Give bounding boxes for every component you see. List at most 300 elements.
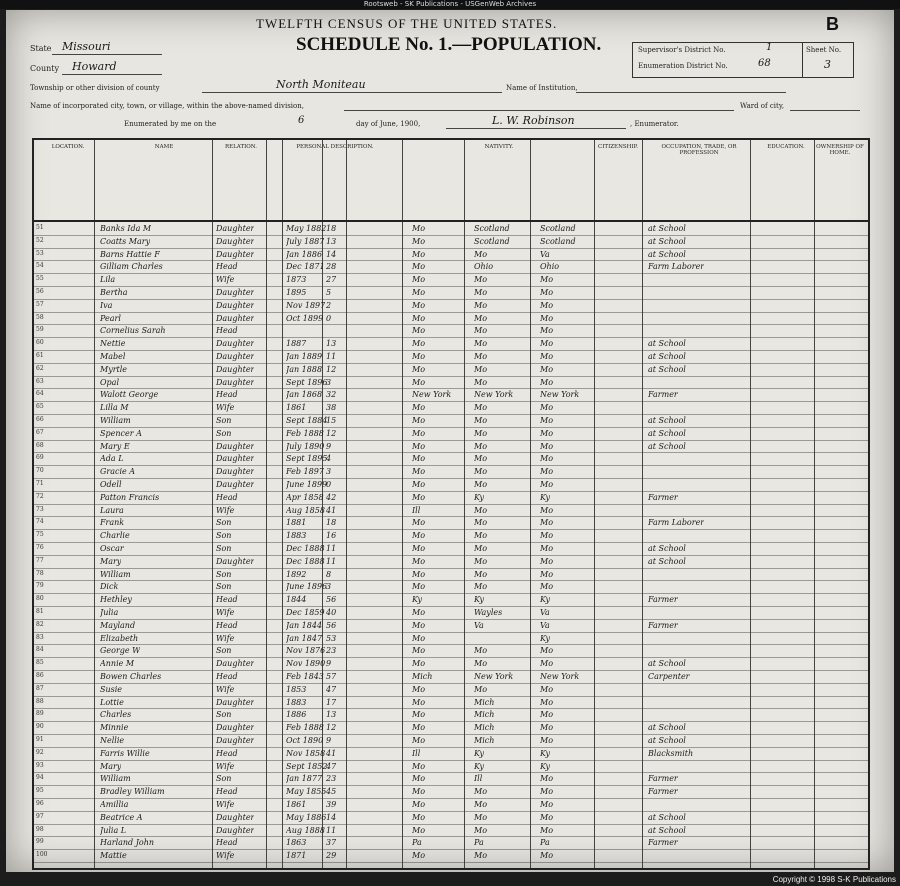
- township-label: Township or other division of county: [30, 84, 160, 92]
- age: 0: [326, 313, 332, 323]
- person-name: Gilliam Charles: [100, 262, 163, 272]
- mother-birthplace: Mo: [540, 454, 554, 464]
- birth-date: Sept 1884: [286, 416, 328, 425]
- person-name: Nettie: [100, 339, 126, 349]
- father-birthplace: Pa: [474, 838, 484, 848]
- line-number: 73: [36, 505, 44, 513]
- birthplace: Mo: [412, 812, 426, 822]
- table-row: [34, 504, 868, 518]
- birth-date: 1883: [286, 697, 307, 707]
- mother-birthplace: Mo: [540, 288, 554, 297]
- person-name: Amillia: [100, 800, 129, 809]
- ed-label: Enumeration District No.: [638, 62, 728, 70]
- occupation: at School: [648, 416, 686, 425]
- mother-birthplace: Mo: [540, 364, 554, 374]
- age: 11: [326, 556, 337, 566]
- occupation: Farmer: [648, 774, 678, 784]
- relation: Daughter: [216, 812, 255, 822]
- mother-birthplace: Mo: [540, 800, 554, 809]
- person-name: Bertha: [100, 288, 128, 297]
- line-number: 82: [36, 620, 44, 628]
- person-name: Harland John: [100, 838, 155, 848]
- relation: Head: [216, 838, 238, 848]
- section-occupation: OCCUPATION, TRADE, OR PROFESSION: [661, 144, 737, 156]
- birth-date: Feb 1843: [286, 672, 324, 681]
- township-value: North Moniteau: [276, 78, 366, 91]
- birth-date: Dec 1888: [286, 544, 325, 553]
- birthplace: Mo: [412, 454, 426, 464]
- ed-value: 68: [758, 58, 771, 69]
- table-row: [34, 670, 868, 684]
- line-number: 84: [36, 646, 44, 654]
- ward-label: Ward of city,: [740, 102, 785, 110]
- birthplace: Mo: [412, 262, 426, 272]
- age: 4: [326, 454, 332, 464]
- table-row: [34, 414, 868, 428]
- birthplace: Mo: [412, 236, 426, 246]
- age: 23: [326, 646, 337, 656]
- father-birthplace: New York: [474, 390, 514, 400]
- table-row: [34, 337, 868, 351]
- birthplace: Mo: [412, 480, 426, 489]
- table-row: [34, 465, 868, 479]
- age: 27: [326, 275, 337, 285]
- table-row: [34, 772, 868, 786]
- birthplace: Mo: [412, 582, 426, 592]
- occupation: at School: [648, 236, 686, 246]
- birthplace: Mo: [412, 249, 426, 259]
- father-birthplace: Wayles: [474, 608, 503, 617]
- relation: Daughter: [216, 339, 255, 349]
- person-name: Mayland: [100, 620, 136, 630]
- birth-date: Sept 1895: [286, 454, 328, 464]
- father-birthplace: Ill: [474, 774, 483, 784]
- relation: Son: [216, 416, 232, 425]
- relation: Daughter: [216, 313, 255, 323]
- father-birthplace: Mo: [474, 787, 488, 797]
- occupation: Farmer: [648, 595, 678, 605]
- birthplace: Mo: [412, 736, 426, 745]
- father-birthplace: Mich: [474, 710, 495, 720]
- occupation: at School: [648, 736, 686, 745]
- birthplace: Mo: [412, 556, 426, 566]
- relation: Daughter: [216, 467, 255, 477]
- father-birthplace: Mo: [474, 684, 488, 694]
- age: 39: [326, 800, 337, 809]
- table-row: [34, 644, 868, 658]
- table-row: [34, 478, 868, 492]
- birthplace: Mo: [412, 224, 426, 233]
- relation: Daughter: [216, 480, 255, 489]
- line-number: 70: [36, 467, 44, 475]
- mother-birthplace: Mo: [540, 569, 554, 579]
- age: 13: [326, 710, 337, 720]
- birth-date: July 1887: [286, 236, 325, 246]
- line-number: 80: [36, 595, 44, 603]
- mother-birthplace: Ky: [540, 761, 550, 771]
- age: 2: [326, 300, 332, 310]
- father-birthplace: Mo: [474, 505, 488, 515]
- mother-birthplace: Mo: [540, 480, 554, 489]
- line-number: 64: [36, 390, 44, 398]
- age: 41: [326, 505, 337, 515]
- line-number: 95: [36, 787, 44, 795]
- section-name: NAME: [154, 144, 174, 150]
- birthplace: Mich: [412, 672, 433, 681]
- mother-birthplace: Mo: [540, 697, 554, 707]
- relation: Son: [216, 531, 232, 541]
- table-row: [34, 350, 868, 364]
- age: 40: [326, 608, 337, 617]
- mother-birthplace: Mo: [540, 556, 554, 566]
- mother-birthplace: Ohio: [540, 262, 560, 272]
- birthplace: Mo: [412, 787, 426, 797]
- mother-birthplace: Mo: [540, 684, 554, 694]
- mother-birthplace: Mo: [540, 851, 554, 861]
- mother-birthplace: Mo: [540, 416, 554, 425]
- mother-birthplace: Ky: [540, 595, 550, 605]
- relation: Daughter: [216, 697, 255, 707]
- line-number: 53: [36, 249, 44, 257]
- birthplace: Mo: [412, 800, 426, 809]
- line-number: 66: [36, 416, 44, 423]
- birth-date: Nov 1858: [286, 748, 326, 758]
- table-row: [34, 632, 868, 646]
- birth-date: 1873: [286, 275, 307, 285]
- table-row: [34, 363, 868, 377]
- line-number: 91: [36, 736, 44, 743]
- enumerator-label: , Enumerator.: [630, 120, 679, 128]
- line-number: 72: [36, 492, 44, 500]
- relation: Head: [216, 326, 238, 336]
- sheet-letter: B: [826, 14, 839, 34]
- father-birthplace: Mo: [474, 544, 488, 553]
- table-row: [34, 542, 868, 556]
- person-name: Hethley: [100, 595, 132, 605]
- age: 11: [326, 352, 337, 361]
- father-birthplace: Mo: [474, 313, 488, 323]
- relation: Wife: [216, 275, 235, 285]
- person-name: Oscar: [100, 544, 124, 553]
- person-name: Nellie: [100, 736, 125, 745]
- birth-date: Dec 1859: [286, 608, 325, 617]
- township-line: [202, 92, 502, 93]
- relation: Daughter: [216, 441, 255, 451]
- table-row: [34, 708, 868, 722]
- birthplace: Mo: [412, 710, 426, 720]
- birthplace: Mo: [412, 723, 426, 733]
- line-number: 87: [36, 684, 44, 692]
- table-row: [34, 849, 868, 863]
- age: 14: [326, 249, 337, 259]
- mother-birthplace: Mo: [540, 582, 554, 592]
- line-number: 68: [36, 441, 44, 449]
- relation: Daughter: [216, 236, 255, 246]
- mother-birthplace: Mo: [540, 646, 554, 656]
- line-number: 77: [36, 556, 44, 564]
- birthplace: Mo: [412, 352, 426, 361]
- father-birthplace: Mo: [474, 851, 488, 861]
- father-birthplace: Mo: [474, 326, 488, 336]
- person-name: Opal: [100, 377, 120, 387]
- mother-birthplace: Mo: [540, 313, 554, 323]
- age: 47: [326, 761, 337, 771]
- person-name: Dick: [100, 582, 119, 592]
- birthplace: Mo: [412, 467, 426, 477]
- census-table: [32, 138, 870, 870]
- birth-date: 1881: [286, 518, 307, 528]
- age: 9: [326, 659, 332, 669]
- birthplace: Mo: [412, 313, 426, 323]
- birth-date: May 1886: [286, 812, 327, 822]
- table-row: [34, 222, 868, 236]
- birthplace: Mo: [412, 518, 426, 528]
- birthplace: Mo: [412, 851, 426, 861]
- table-row: [34, 440, 868, 454]
- age: 28: [326, 262, 337, 272]
- institution-label: Name of Institution,: [506, 84, 578, 92]
- father-birthplace: Mo: [474, 582, 488, 592]
- mother-birthplace: Mo: [540, 710, 554, 720]
- father-birthplace: Mo: [474, 300, 488, 310]
- table-row: [34, 580, 868, 594]
- mother-birthplace: Mo: [540, 531, 554, 541]
- table-row: [34, 516, 868, 530]
- birthplace: Mo: [412, 492, 426, 502]
- mother-birthplace: Scotland: [540, 224, 576, 233]
- birthplace: Mo: [412, 416, 426, 425]
- person-name: Cornelius Sarah: [100, 326, 166, 336]
- birth-date: Jan 1847: [286, 633, 323, 643]
- relation: Daughter: [216, 556, 255, 566]
- birthplace: Ill: [412, 505, 421, 515]
- person-name: Myrtle: [100, 364, 128, 374]
- table-row: [34, 619, 868, 633]
- line-number: 92: [36, 748, 44, 756]
- mother-birthplace: Mo: [540, 518, 554, 528]
- birth-date: Jan 1886: [286, 249, 323, 259]
- father-birthplace: Mo: [474, 825, 488, 835]
- table-row: [34, 529, 868, 543]
- father-birthplace: Mo: [474, 518, 488, 528]
- relation: Daughter: [216, 352, 255, 361]
- state-line: [52, 54, 162, 55]
- table-row: [34, 324, 868, 338]
- mother-birthplace: Mo: [540, 352, 554, 361]
- person-name: Iva: [100, 300, 113, 310]
- mother-birthplace: Mo: [540, 825, 554, 835]
- line-number: 62: [36, 364, 44, 372]
- census-sheet: [6, 10, 894, 872]
- copyright-notice: Copyright © 1998 S-K Publications: [772, 875, 896, 884]
- birth-date: 1895: [286, 288, 307, 297]
- relation: Wife: [216, 761, 235, 771]
- birth-date: July 1890: [286, 441, 325, 451]
- person-name: Patton Francis: [100, 492, 160, 502]
- birth-date: Nov 1876: [286, 646, 326, 656]
- relation: Daughter: [216, 377, 255, 387]
- person-name: Annie M: [100, 659, 135, 669]
- birth-date: 1887: [286, 339, 307, 349]
- age: 12: [326, 428, 337, 438]
- birth-date: Jan 1844: [286, 620, 323, 630]
- relation: Daughter: [216, 825, 255, 835]
- enumerator-name: L. W. Robinson: [492, 114, 575, 127]
- person-name: Charlie: [100, 531, 130, 541]
- age: 17: [326, 697, 337, 707]
- line-number: 61: [36, 352, 44, 359]
- relation: Daughter: [216, 300, 255, 310]
- age: 32: [326, 390, 337, 400]
- occupation: at School: [648, 812, 686, 822]
- relation: Wife: [216, 684, 235, 694]
- occupation: Farmer: [648, 620, 678, 630]
- father-birthplace: Mo: [474, 467, 488, 477]
- line-number: 56: [36, 288, 44, 295]
- line-number: 89: [36, 710, 44, 718]
- father-birthplace: Mo: [474, 531, 488, 541]
- birth-date: Nov 1890: [286, 659, 326, 669]
- birth-date: Sept 1852: [286, 761, 328, 771]
- person-name: Pearl: [100, 313, 121, 323]
- section-education: EDUCATION.: [767, 144, 805, 150]
- age: 13: [326, 339, 337, 349]
- birthplace: Mo: [412, 364, 426, 374]
- birthplace: Mo: [412, 620, 426, 630]
- father-birthplace: Mo: [474, 480, 488, 489]
- age: 38: [326, 403, 337, 413]
- birthplace: New York: [412, 390, 452, 400]
- person-name: William: [100, 774, 131, 784]
- mother-birthplace: New York: [540, 390, 580, 400]
- occupation: at School: [648, 659, 686, 669]
- relation: Head: [216, 672, 238, 681]
- state-label: State: [30, 44, 52, 53]
- mother-birthplace: Ky: [540, 492, 550, 502]
- age: 57: [326, 672, 337, 681]
- occupation: at School: [648, 441, 686, 451]
- institution-line: [576, 92, 786, 93]
- section-location: LOCATION.: [51, 144, 85, 150]
- county-line: [62, 74, 162, 75]
- occupation: Farm Laborer: [648, 262, 705, 272]
- line-number: 69: [36, 454, 44, 462]
- person-name: Lottie: [100, 697, 124, 707]
- birth-date: June 1899: [286, 480, 328, 489]
- father-birthplace: Mo: [474, 812, 488, 822]
- table-row: [34, 824, 868, 838]
- table-row: [34, 785, 868, 799]
- line-number: 85: [36, 659, 44, 667]
- mother-birthplace: Va: [540, 620, 550, 630]
- relation: Head: [216, 262, 238, 272]
- birth-date: Feb 1888: [286, 723, 324, 733]
- father-birthplace: Mo: [474, 416, 488, 425]
- father-birthplace: Mo: [474, 441, 488, 451]
- relation: Daughter: [216, 249, 255, 259]
- birthplace: Mo: [412, 377, 426, 387]
- age: 18: [326, 224, 337, 233]
- table-row: [34, 376, 868, 390]
- age: 42: [326, 492, 337, 502]
- age: 56: [326, 595, 337, 605]
- person-name: Julia: [100, 608, 119, 617]
- father-birthplace: Mo: [474, 249, 488, 259]
- birth-date: May 1882: [286, 224, 327, 233]
- person-name: Laura: [100, 505, 124, 515]
- mother-birthplace: Mo: [540, 428, 554, 438]
- section-nativity: NATIVITY.: [484, 144, 514, 150]
- birthplace: Mo: [412, 774, 426, 784]
- father-birthplace: Mo: [474, 364, 488, 374]
- line-number: 79: [36, 582, 44, 590]
- line-number: 63: [36, 377, 44, 385]
- birth-date: 1883: [286, 531, 307, 541]
- birth-date: Oct 1899: [286, 313, 324, 323]
- birth-date: Jan 1889: [286, 352, 323, 361]
- occupation: Farmer: [648, 838, 678, 848]
- mother-birthplace: Va: [540, 249, 550, 259]
- table-row: [34, 593, 868, 607]
- birth-date: Dec 1871: [286, 262, 325, 272]
- occupation: at School: [648, 224, 686, 233]
- birthplace: Mo: [412, 825, 426, 835]
- ward-line: [790, 110, 860, 111]
- age: 14: [326, 812, 337, 822]
- birth-date: Feb 1897: [286, 467, 324, 477]
- birthplace: Mo: [412, 659, 426, 669]
- birthplace: Mo: [412, 531, 426, 541]
- birthplace: Mo: [412, 761, 426, 771]
- father-birthplace: Mo: [474, 377, 488, 387]
- relation: Daughter: [216, 736, 255, 745]
- table-row: [34, 555, 868, 569]
- relation: Head: [216, 595, 238, 605]
- birthplace: Mo: [412, 608, 426, 617]
- relation: Daughter: [216, 224, 255, 233]
- birth-date: 1844: [286, 595, 307, 605]
- relation: Wife: [216, 800, 235, 809]
- line-number: 67: [36, 428, 44, 436]
- person-name: William: [100, 569, 131, 579]
- line-number: 52: [36, 236, 44, 244]
- person-name: Mary: [100, 761, 122, 771]
- table-row: [34, 760, 868, 774]
- birth-date: Jan 1888: [286, 364, 323, 374]
- line-number: 76: [36, 544, 44, 551]
- supervisor-value: 1: [766, 42, 773, 53]
- father-birthplace: Mich: [474, 723, 495, 733]
- father-birthplace: Mo: [474, 403, 488, 413]
- line-number: 90: [36, 723, 44, 731]
- relation: Son: [216, 582, 232, 592]
- person-name: Mattie: [100, 851, 127, 861]
- section-ownership: OWNERSHIP OF HOME.: [816, 144, 864, 156]
- mother-birthplace: Mo: [540, 377, 554, 387]
- birthplace: Mo: [412, 288, 426, 297]
- table-row: [34, 491, 868, 505]
- father-birthplace: Mo: [474, 454, 488, 464]
- age: 3: [326, 467, 332, 477]
- table-row: [34, 452, 868, 466]
- line-number: 54: [36, 262, 44, 270]
- age: 29: [326, 851, 337, 861]
- person-name: Frank: [100, 518, 125, 528]
- census-title: TWELFTH CENSUS OF THE UNITED STATES.: [256, 16, 558, 31]
- line-number: 51: [36, 224, 44, 231]
- table-row: [34, 798, 868, 812]
- person-name: Coatts Mary: [100, 236, 151, 246]
